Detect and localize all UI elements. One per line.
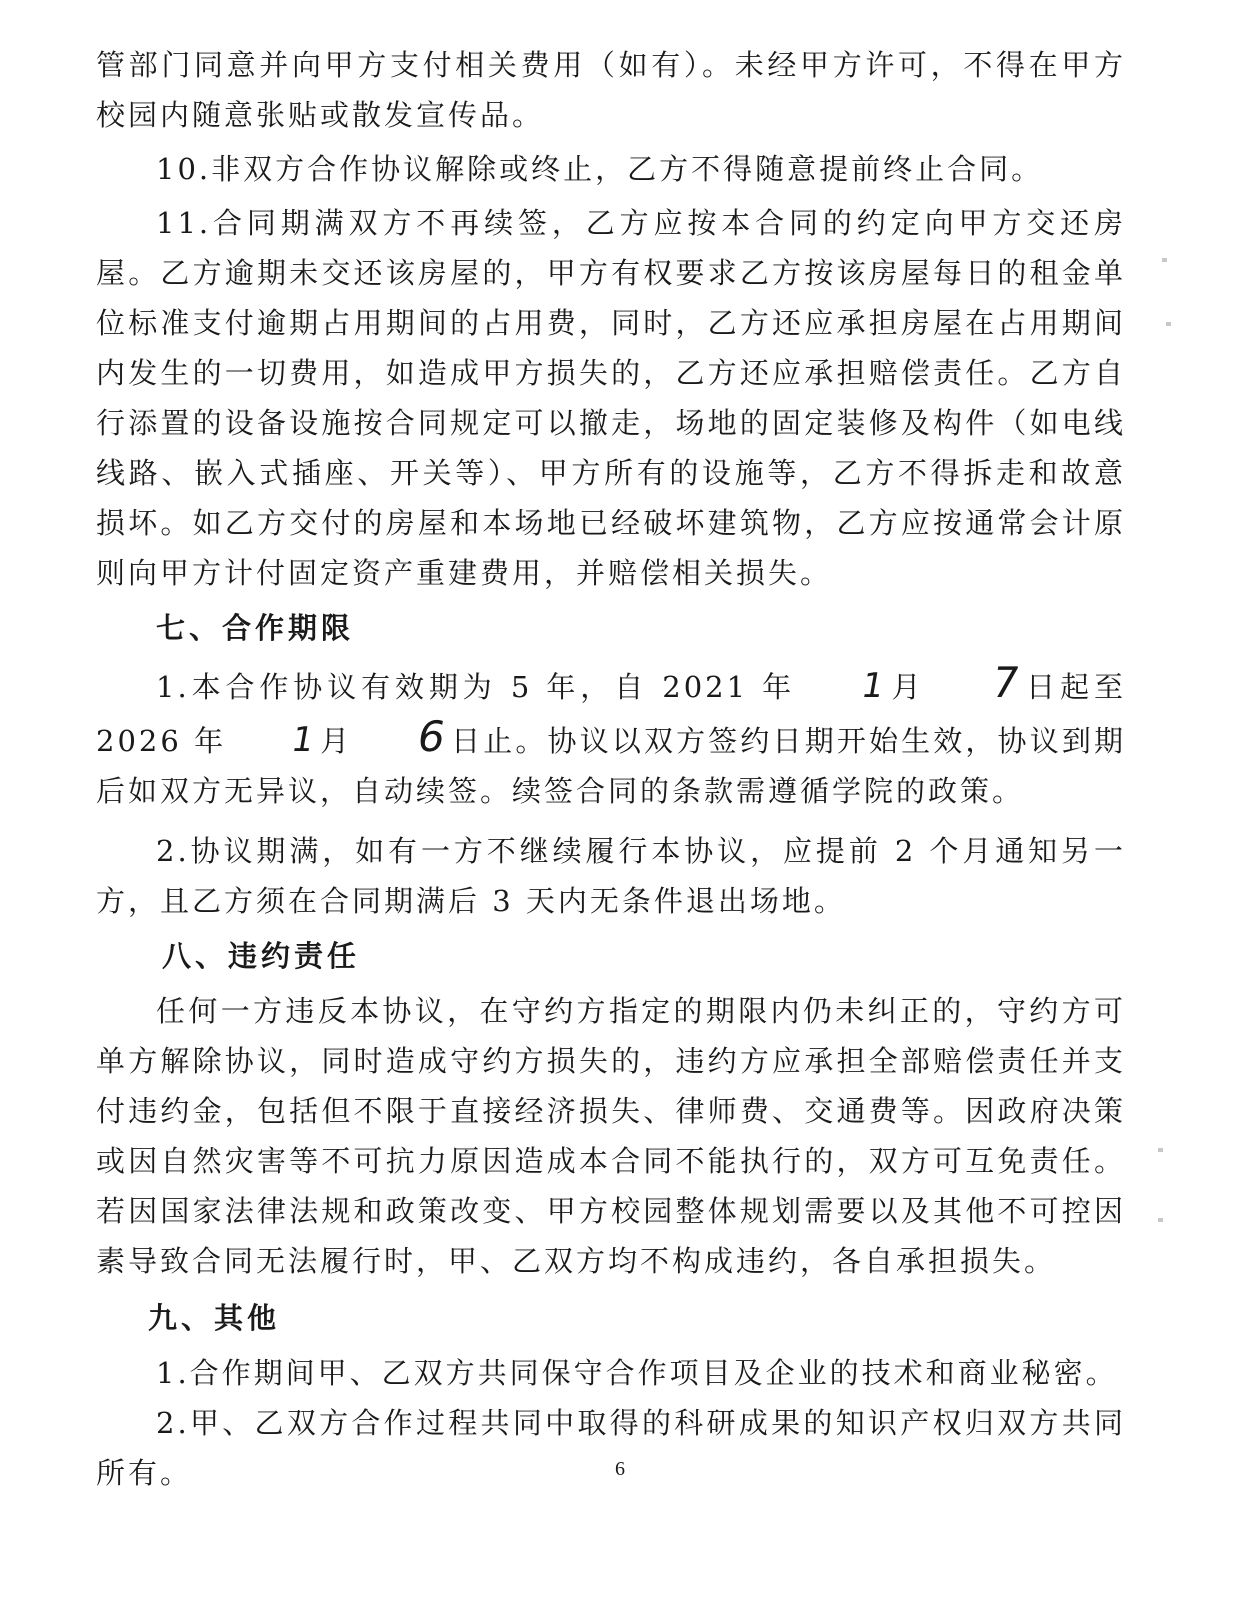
liability-clause: 任何一方违反本协议，在守约方指定的期限内仍未纠正的，守约方可单方解除协议，同时造成守约方损失的，违约方应承担全部赔偿责任并支付违约金，包括但不限于直接经济损失、律师费、交通费等。因政府决策或因自然灾害等不可抗力原因造成本合同不能执行的，双方可互免责任。若因国家法律法规和政策改变、甲方校园整体规划需要以及其他不可控因素导致合同无法履行时，甲、乙双方均不构成违约，各自承担损失。 <box>96 994 1126 1278</box>
term-clause-1-month-label: 月 <box>889 670 926 704</box>
section-heading-other: 九、其他 <box>148 1301 281 1335</box>
scan-speck <box>1162 258 1167 262</box>
handwritten-end-month: 1 <box>288 720 318 760</box>
term-clause-1-month-label-2: 月 <box>319 724 353 758</box>
section-heading-liability: 八、违约责任 <box>162 939 361 973</box>
scan-speck <box>1158 1218 1163 1222</box>
term-clause-1 <box>96 658 1126 816</box>
section-heading-term: 七、合作期限 <box>156 611 355 645</box>
term-clause-1-prefix: 1.本合作协议有效期为 5 年，自 2021 年 <box>156 670 797 704</box>
scan-speck <box>1158 1148 1163 1152</box>
paragraph-continuation: 管部门同意并向甲方支付相关费用（如有）。未经甲方许可，不得在甲方校园内随意张贴或散发宣传品。 <box>96 48 1126 132</box>
term-clause-2: 2.协议期满，如有一方不继续履行本协议，应提前 2 个月通知另一方，且乙方须在合同期满后 3 天内无条件退出场地。 <box>96 834 1126 918</box>
page-number: 6 <box>615 1458 625 1480</box>
handwritten-end-day: 6 <box>414 712 450 761</box>
handwritten-start-month: 1 <box>858 666 888 706</box>
handwritten-start-day: 7 <box>987 658 1023 707</box>
clause-10: 10.非双方合作协议解除或终止，乙方不得随意提前终止合同。 <box>156 152 1044 186</box>
clause-11: 11.合同期满双方不再续签，乙方应按本合同的约定向甲方交还房屋。乙方逾期未交还该房屋的，甲方有权要求乙方按该房屋每日的租金单位标准支付逾期占用期间的占用费，同时，乙方还应承担房屋在占用期间内发生的一切费用，如造成甲方损失的，乙方还应承担赔偿责任。乙方自行添置的设备设施按合同规定可以撤走，场地的固定装修及构件（如电线线路、嵌入式插座、开关等）、甲方所有的设施等，乙方不得拆走和故意损坏。如乙方交付的房屋和本场地已经破坏建筑物，乙方应按通常会计原则向甲方计付固定资产重建费用，并赔偿相关损失。 <box>96 206 1126 590</box>
scan-speck <box>1166 322 1171 326</box>
other-clause-1: 1.合作期间甲、乙双方共同保守合作项目及企业的技术和商业秘密。 <box>156 1356 1118 1390</box>
term-clause-1-suffix: 日止。协议以双方签约日期开始生效，协议到期后如双方无异议，自动续签。续签合同的条款需遵循学院的政策。 <box>96 724 1126 808</box>
term-clause-1-middle: 日起至 2026 年 <box>96 670 1126 758</box>
other-clause-2: 2.甲、乙双方合作过程共同中取得的科研成果的知识产权归双方共同所有。 <box>96 1406 1126 1490</box>
document-body <box>96 40 1126 1498</box>
